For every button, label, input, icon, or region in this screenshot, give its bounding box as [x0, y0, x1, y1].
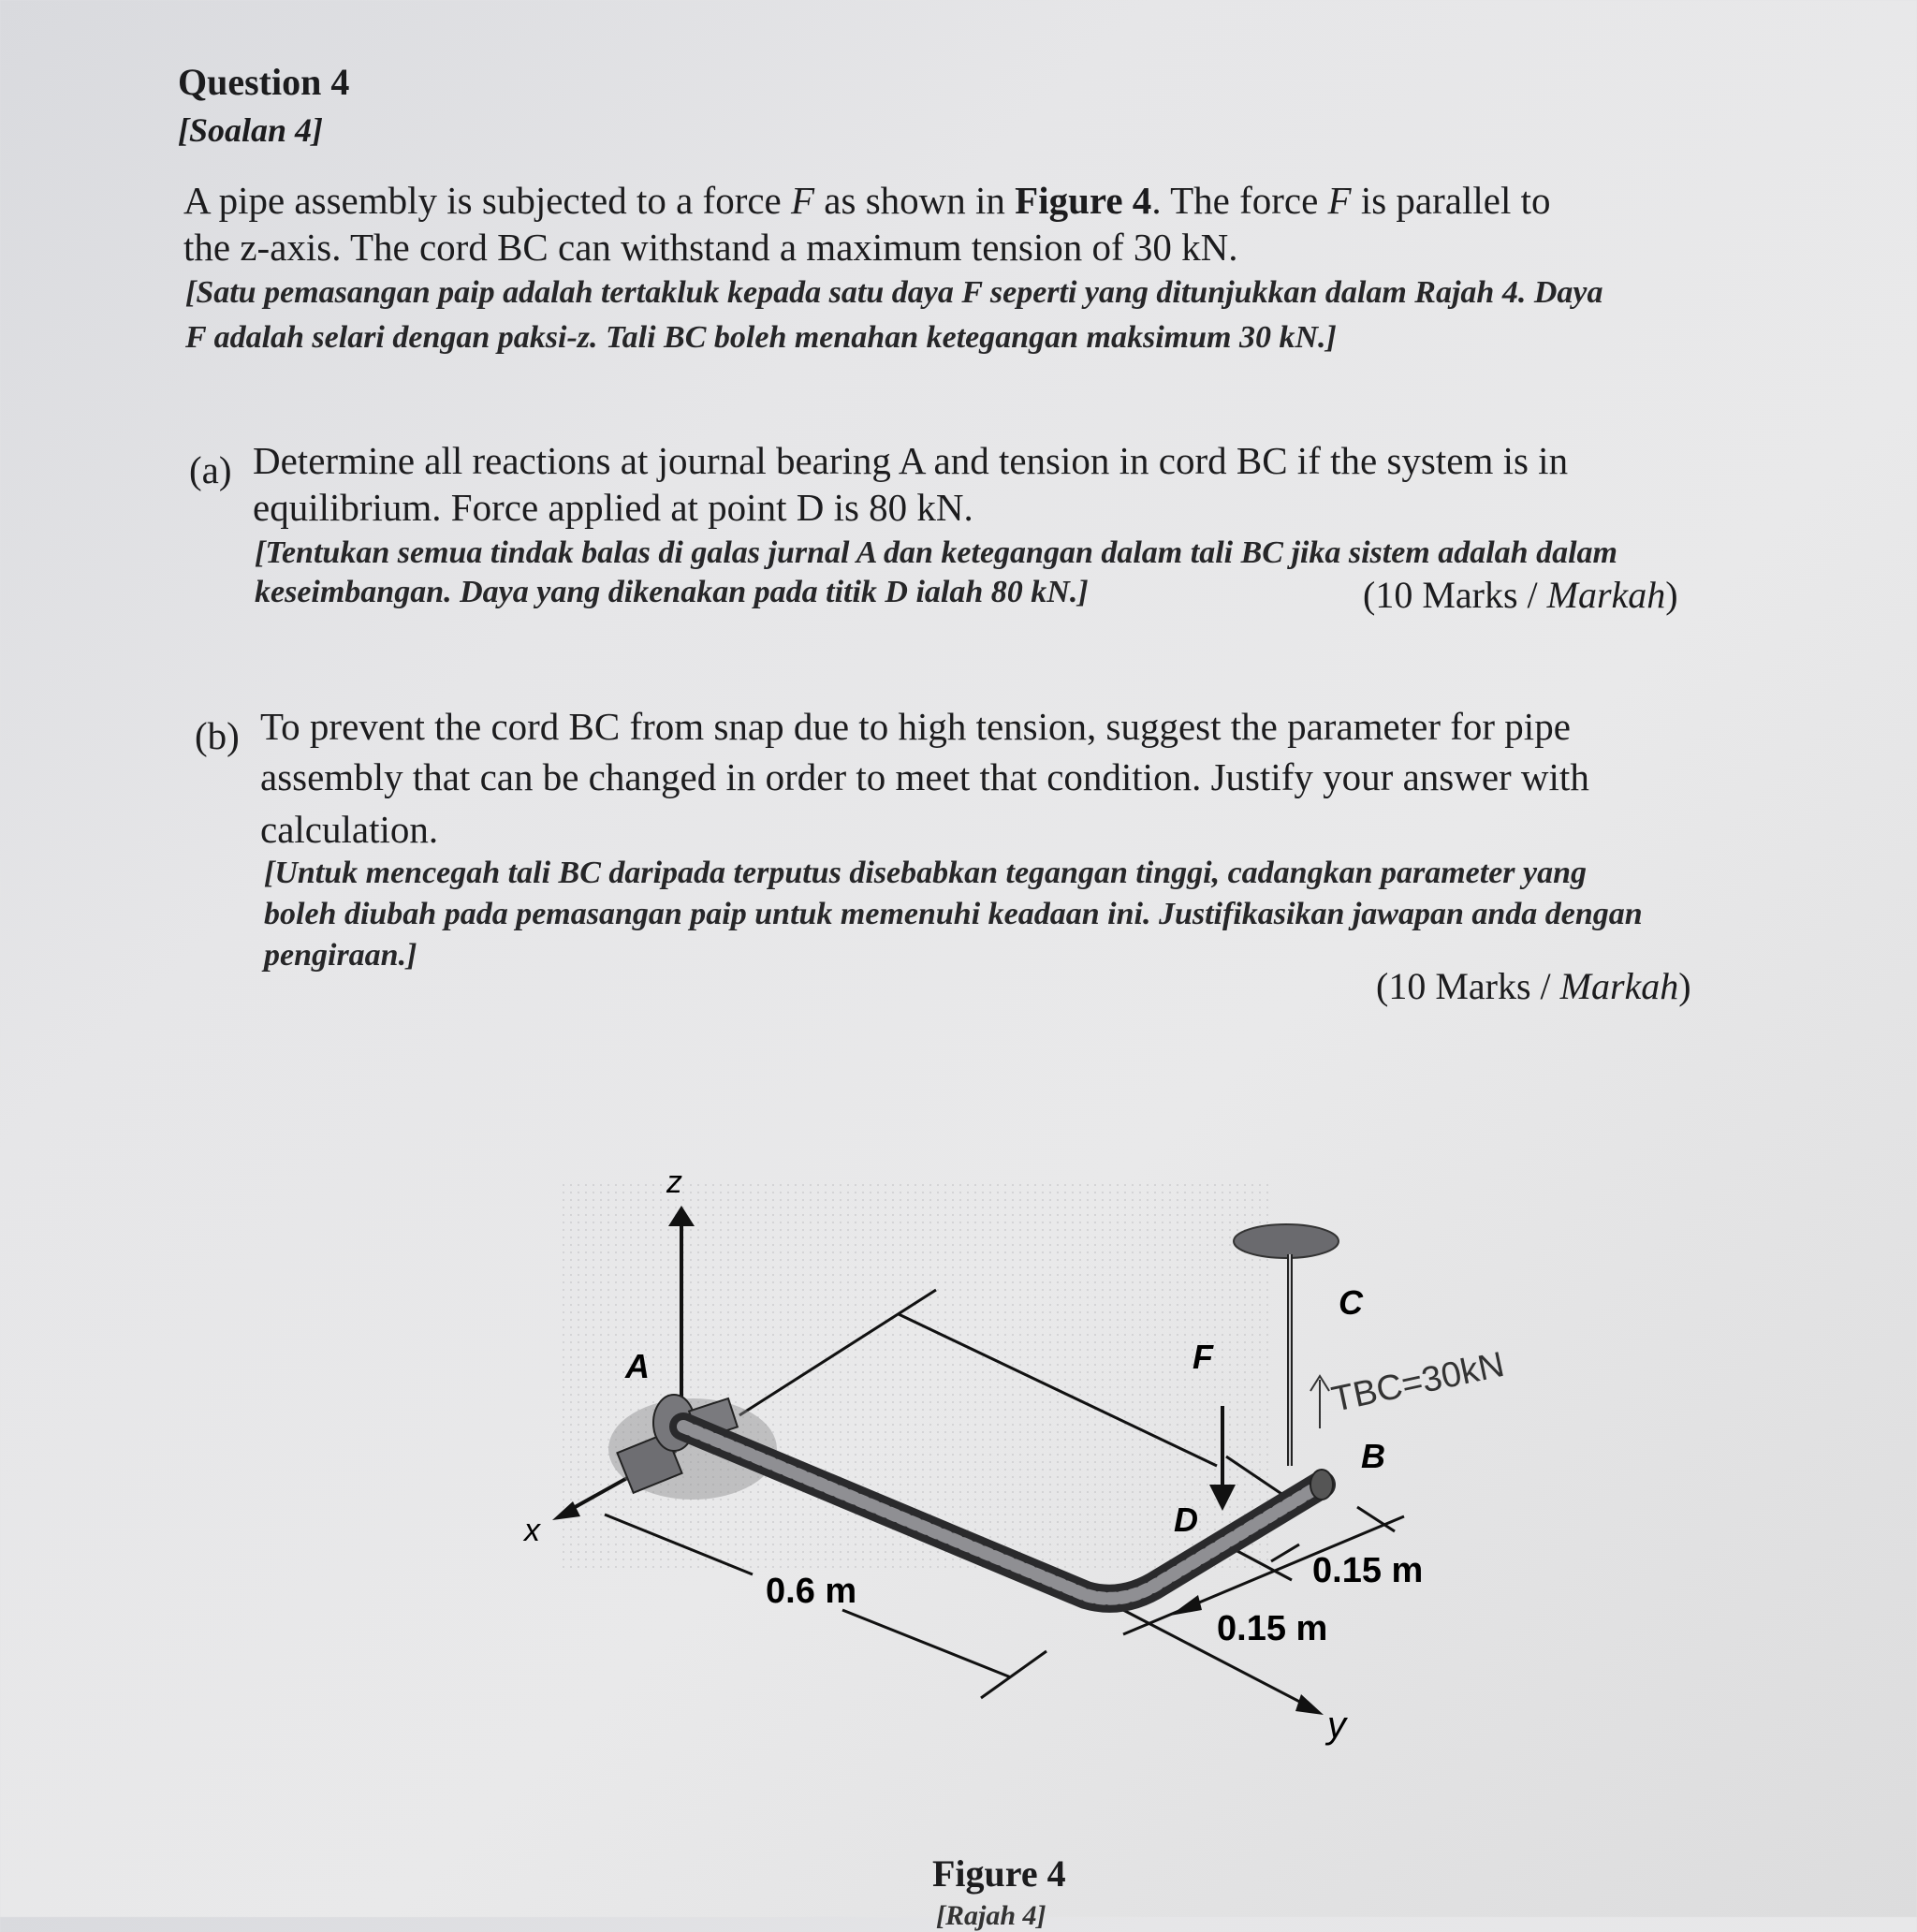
figure-reference: Figure 4: [1015, 179, 1152, 222]
point-d-label: D: [1174, 1500, 1198, 1539]
question-title: Question 4: [178, 61, 350, 103]
part-b-line-3: calculation.: [260, 808, 439, 851]
marks-text: (10 Marks /: [1363, 574, 1547, 616]
part-a-malay-line-1: [Tentukan semua tindak balas di galas jurnal A dan ketegangan dalam tali BC jika sistem adalah dalam: [255, 535, 1617, 570]
force-f-label: F: [1193, 1338, 1213, 1376]
intro-line-2: the z-axis. The cord BC can withstand a maximum tension of 30 kN.: [183, 226, 1238, 269]
part-a-label: (a): [189, 448, 232, 491]
intro-malay-line-1: [185, 273, 1603, 313]
point-b-label: B: [1361, 1437, 1385, 1475]
dimension-06m: 0.6 m: [766, 1572, 857, 1611]
intro-malay-text: . Daya: [1517, 275, 1603, 310]
part-a-malay-line-2: keseimbangan. Daya yang dikenakan pada titik D ialah 80 kN.]: [255, 575, 1089, 609]
marks-text: (10 Marks /: [1376, 965, 1560, 1007]
intro-malay-text: [Satu pemasangan paip adalah tertakluk kepada satu daya F seperti yang ditunjukkan dalam: [185, 275, 1415, 310]
part-a-line-1: Determine all reactions at journal bearing A and tension in cord BC if the system is in: [253, 439, 1569, 482]
force-symbol: F: [791, 179, 815, 222]
dim-tick-06: [981, 1651, 1046, 1698]
part-b-label: (b): [195, 714, 240, 757]
question-title-malay: [Soalan 4]: [178, 111, 324, 149]
part-b-malay-line-1: [Untuk mencegah tali BC daripada terputus disebabkan tegangan tinggi, cadangkan parameter yang: [264, 856, 1588, 890]
part-b-line-2: assembly that can be changed in order to meet that condition. Justify your answer with: [260, 755, 1589, 798]
z-axis-label: z: [666, 1164, 682, 1200]
dim-line-06-right: [842, 1610, 1011, 1677]
y-axis-label: y: [1327, 1705, 1346, 1746]
point-a-label: A: [625, 1347, 650, 1385]
part-b-malay-line-3: pengiraan.]: [264, 938, 417, 973]
dim-arrow-015: [1170, 1595, 1202, 1616]
intro-text: as shown in: [814, 179, 1016, 222]
part-a-line-2: equilibrium. Force applied at point D is 80 kN.: [253, 486, 973, 529]
force-symbol: F: [1327, 179, 1352, 222]
intro-text: . The force: [1151, 179, 1328, 222]
pipe-assembly-figure: [0, 1123, 1917, 1797]
point-c-label: C: [1339, 1283, 1363, 1322]
figure-caption-malay: [Rajah 4]: [936, 1900, 1046, 1931]
dimension-015m-a: 0.15 m: [1312, 1551, 1424, 1590]
marks-malay: Markah: [1559, 965, 1679, 1007]
handwritten-tension-note: TBC=30kN: [1328, 1344, 1508, 1420]
x-axis-label: x: [524, 1513, 540, 1548]
pipe-end: [1310, 1470, 1333, 1500]
ceiling-support: [1234, 1224, 1339, 1258]
marks-text: ): [1665, 574, 1678, 616]
intro-malay-line-2: F adalah selari dengan paksi-z. Tali BC boleh menahan ketegangan maksimum 30 kN.]: [185, 320, 1337, 355]
intro-text: is parallel to: [1351, 179, 1551, 222]
marks-text: ): [1678, 965, 1691, 1007]
dim-tick-015b: [1271, 1544, 1299, 1561]
y-axis-arrow: [1295, 1694, 1324, 1715]
figure-reference-malay: Rajah 4: [1414, 275, 1518, 310]
marks-malay: Markah: [1546, 574, 1666, 616]
part-b-malay-line-2: boleh diubah pada pemasangan paip untuk memenuhi keadaan ini. Justifikasikan jawapan anda dengan: [264, 897, 1643, 931]
part-b-line-1: To prevent the cord BC from snap due to high tension, suggest the parameter for pipe: [260, 705, 1571, 748]
intro-text: A pipe assembly is subjected to a force: [183, 179, 791, 222]
part-b-marks: [1376, 964, 1691, 1008]
figure-caption: Figure 4: [932, 1852, 1066, 1895]
dimension-015m-b: 0.15 m: [1217, 1609, 1328, 1648]
intro-line-1: [183, 178, 1551, 223]
part-a-marks: [1363, 573, 1678, 617]
